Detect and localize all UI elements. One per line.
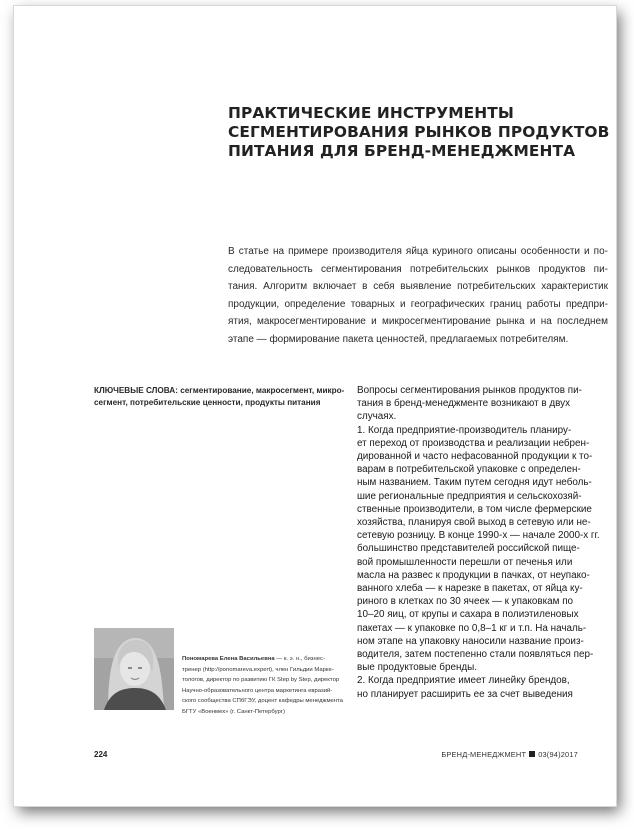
body-line: ном этапе на упаковку наносили название произ- bbox=[357, 635, 584, 647]
keywords-line bbox=[94, 397, 320, 409]
title-line: ПРАКТИЧЕСКИЕ ИНСТРУМЕНТЫ bbox=[228, 104, 514, 122]
body-line: вой промышленности перешли от печенья или bbox=[357, 556, 573, 568]
issue-number: 03(94)2017 bbox=[538, 750, 578, 759]
body-line: сетевую розницу. В конце 1990-х — начале 2000-х гг. bbox=[357, 530, 600, 542]
author-bio-line: тологов, директор по развитию ГК Step by Step, директор bbox=[182, 677, 340, 683]
body-line: варам в потребительской упаковке с определен- bbox=[357, 464, 581, 476]
body-line: пакетах — к упаковке по 0,8–1 кг и т.п. На началь- bbox=[357, 622, 587, 634]
body-line: случаях. bbox=[357, 411, 397, 423]
author-bio-line: БГТУ «Военмех» (г. Санкт-Петербург) bbox=[182, 708, 285, 715]
body-line: 2. Когда предприятие имеет линейку брендов, bbox=[357, 675, 570, 687]
journal-footer bbox=[441, 750, 578, 759]
body-line: ным названием. Таким путем сегодня идут неболь- bbox=[357, 477, 592, 489]
article-abstract bbox=[228, 243, 608, 349]
abstract-line: В статье на примере производителя яйца куриного описаны особенности и по- bbox=[228, 246, 608, 257]
body-line: хозяйства, планируя свой выход в сетевую или не- bbox=[357, 517, 591, 529]
body-text-column bbox=[357, 384, 609, 701]
author-name: Пономарева Елена Васильевна bbox=[182, 656, 275, 662]
body-line: тания в бренд-менеджменте возникают в двух bbox=[357, 398, 571, 410]
body-line: 10–20 яиц, от крупы и сахара в полиэтиленовых bbox=[357, 609, 579, 621]
keywords-line bbox=[94, 385, 345, 397]
title-line: ПИТАНИЯ ДЛЯ БРЕНД-МЕНЕДЖМЕНТА bbox=[228, 142, 576, 160]
body-line: Вопросы сегментирования рынков продуктов пи- bbox=[357, 385, 582, 396]
body-line: риного в клетках по 30 ячеек — к упаковкам по bbox=[357, 596, 574, 608]
body-line: дированной и часто нефасованной продукции к то- bbox=[357, 451, 593, 463]
author-bio bbox=[182, 654, 343, 717]
body-line: но планирует расширить ее за счет выведения bbox=[357, 688, 573, 700]
author-portrait-image bbox=[94, 628, 174, 710]
journal-page bbox=[14, 6, 616, 806]
keywords-text: сегмент, потребительские ценности, продукты питания bbox=[94, 398, 321, 407]
body-line: водителя, затем постепенно стали появляться пер- bbox=[357, 649, 594, 661]
author-bio-line bbox=[182, 654, 332, 665]
author-bio-line: Научно-образовательного центра маркетинга евразий- bbox=[182, 687, 333, 694]
author-bio-text: — к. э. н., бизнес- bbox=[274, 656, 325, 662]
body-line: ванного хлеба — к нарезке в пакетах, от яйца ку- bbox=[357, 583, 583, 595]
article-title bbox=[228, 104, 608, 161]
author-bio-line: ского сообщества СПбГЭУ, доцент кафедры менеджмента bbox=[182, 698, 343, 704]
body-line: большинство представителей российской пище- bbox=[357, 543, 580, 555]
abstract-line: продукции, определение товарных и географических границ работы предпри- bbox=[228, 298, 608, 310]
body-line: масла на развес к продукции в пачках, от неупако- bbox=[357, 569, 590, 581]
author-bio-line: тренер (http://ponomareva.expert), член Гильдии Марке- bbox=[182, 666, 334, 673]
body-line: шие региональные предприятия и сельскохозяй- bbox=[357, 490, 582, 502]
author-photo bbox=[94, 628, 174, 710]
journal-name: БРЕНД-МЕНЕДЖМЕНТ bbox=[441, 750, 527, 759]
abstract-line: этапе — формирование пакета ценностей, предлагаемых потребителям. bbox=[228, 333, 569, 345]
abstract-line: ятия, макросегментирование и микросегментирование рынка и на последнем bbox=[228, 316, 608, 328]
square-separator-icon bbox=[529, 751, 535, 757]
abstract-line: тания. Алгоритм включает в себя выявление потребительских характеристик bbox=[228, 281, 608, 293]
abstract-line: следовательность сегментирования потребительских рынков продуктов пи- bbox=[228, 263, 608, 275]
keywords-label: КЛЮЧЕВЫЕ СЛОВА: bbox=[94, 386, 178, 395]
body-line: вые продуктовые бренды. bbox=[357, 662, 478, 674]
keywords-text: сегментирование, макросегмент, микро- bbox=[177, 386, 345, 395]
body-line: 1. Когда предприятие-производитель планиру- bbox=[357, 424, 572, 436]
title-line: СЕГМЕНТИРОВАНИЯ РЫНКОВ ПРОДУКТОВ bbox=[228, 123, 610, 141]
body-line: ственные производители, в том числе фермерские bbox=[357, 503, 592, 515]
keywords-block bbox=[94, 385, 345, 409]
page-number: 224 bbox=[94, 750, 108, 759]
body-line: ет переход от производства и реализации небрен- bbox=[357, 437, 590, 449]
